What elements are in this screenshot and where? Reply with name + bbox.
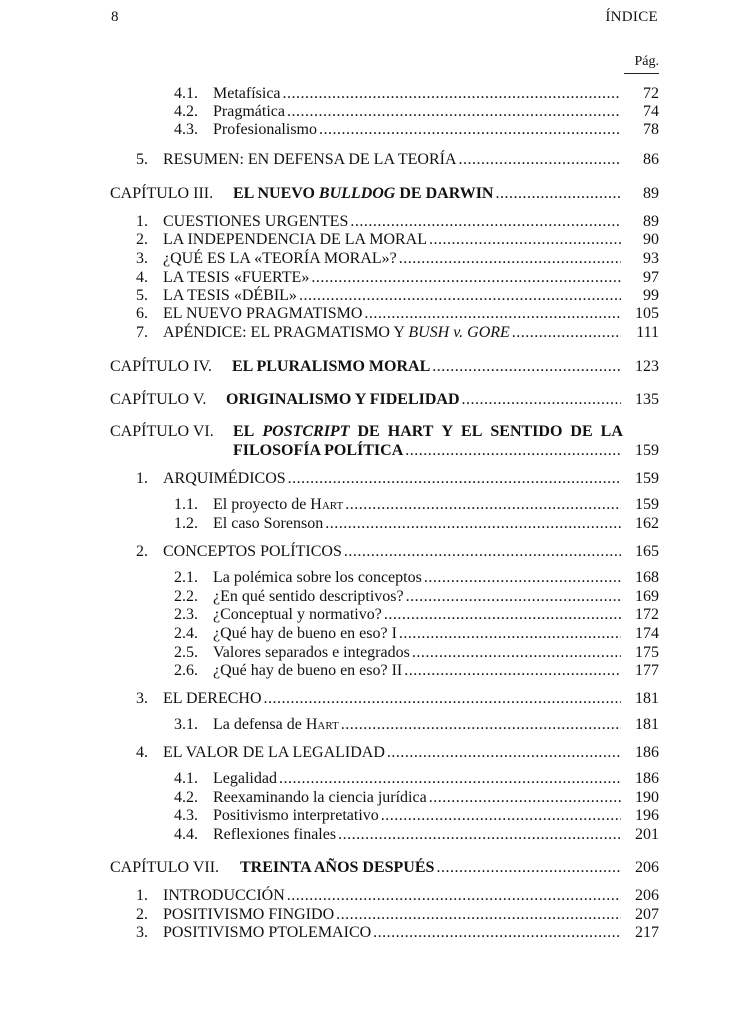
dot-leader <box>404 661 621 681</box>
toc-entry[interactable] <box>0 514 750 534</box>
chapter-title-line-1 <box>233 422 623 442</box>
dot-leader <box>325 514 621 534</box>
entry-title: POSITIVISMO FINGIDO <box>163 906 335 923</box>
entry-title: LA INDEPENDENCIA DE LA MORAL <box>163 231 427 248</box>
title-word: EL <box>461 423 483 440</box>
entry-page: 89 <box>643 213 659 230</box>
entry-page: 201 <box>635 826 659 843</box>
entry-page: 86 <box>643 151 659 168</box>
dot-leader <box>436 858 621 878</box>
toc-entry[interactable] <box>0 825 750 845</box>
toc-entry[interactable] <box>0 661 750 681</box>
chapter-page: 135 <box>635 391 659 408</box>
toc-entry[interactable] <box>0 769 750 789</box>
toc-entry[interactable] <box>0 268 750 288</box>
entry-title <box>213 495 343 515</box>
entry-title-part: La defensa de <box>213 716 306 733</box>
entry-number: 2.4. <box>174 625 198 642</box>
chapter-page: 123 <box>635 358 659 375</box>
dot-leader <box>429 230 621 250</box>
entry-page: 105 <box>635 305 659 322</box>
entry-title-smallcaps: Hart <box>305 716 339 733</box>
chapter-entry[interactable] <box>0 390 750 410</box>
dot-leader <box>424 568 621 588</box>
dot-leader <box>462 390 621 410</box>
dot-leader <box>311 268 621 288</box>
entry-page: 159 <box>635 496 659 513</box>
toc-entry[interactable] <box>0 542 750 562</box>
chapter-title-line-2: FILOSOFÍA POLÍTICA <box>233 442 404 459</box>
entry-number: 3. <box>136 690 148 707</box>
toc-entry[interactable] <box>0 689 750 709</box>
chapter-entry[interactable] <box>0 184 750 204</box>
dot-leader <box>341 715 621 735</box>
dot-leader <box>406 587 621 607</box>
entry-page: 181 <box>635 716 659 733</box>
entry-page: 162 <box>635 515 659 532</box>
entry-number: 2. <box>136 543 148 560</box>
dot-leader <box>264 689 621 709</box>
entry-number: 2. <box>136 906 148 923</box>
entry-number: 5. <box>136 287 148 304</box>
title-word: DE <box>357 423 380 440</box>
entry-title: INTRODUCCIÓN <box>163 887 285 904</box>
entry-number: 3.1. <box>174 716 198 733</box>
dot-leader <box>287 886 621 906</box>
entry-page: 99 <box>643 287 659 304</box>
chapter-entry[interactable] <box>0 357 750 377</box>
entry-page: 175 <box>635 644 659 661</box>
entry-number: 2. <box>136 231 148 248</box>
toc-entry[interactable] <box>0 120 750 140</box>
entry-page: 111 <box>636 324 659 341</box>
dot-leader <box>432 357 621 377</box>
entry-page: 174 <box>635 625 659 642</box>
toc-entry[interactable] <box>0 605 750 625</box>
entry-number: 1. <box>136 470 148 487</box>
entry-title: Profesionalismo <box>213 121 317 138</box>
title-word: HART <box>387 423 434 440</box>
entry-title: ARQUIMÉDICOS <box>163 470 286 487</box>
entry-title: ¿QUÉ ES LA «TEORÍA MORAL»? <box>163 250 397 267</box>
dot-leader <box>405 441 621 461</box>
chapter-page: 206 <box>635 859 659 876</box>
entry-title: LA TESIS «FUERTE» <box>163 269 310 286</box>
chapter-entry[interactable] <box>0 858 750 878</box>
chapter-title-italic: BULLDOG <box>318 185 396 202</box>
entry-title-italic: BUSH v. GORE <box>408 324 510 341</box>
dot-leader <box>399 249 621 269</box>
entry-page: 169 <box>635 588 659 605</box>
dot-leader <box>345 495 621 515</box>
title-word-italic: POSTCRIPT <box>262 423 350 440</box>
chapter-page: 89 <box>643 185 659 202</box>
entry-page: 177 <box>635 662 659 679</box>
entry-title: La polémica sobre los conceptos <box>213 569 422 586</box>
dot-leader <box>287 102 621 122</box>
entry-page: 206 <box>635 887 659 904</box>
toc-entry[interactable] <box>0 905 750 925</box>
dot-leader <box>283 84 621 104</box>
entry-title: Positivismo interpretativo <box>213 807 379 824</box>
toc-entry[interactable] <box>0 150 750 170</box>
entry-page: 72 <box>643 85 659 102</box>
toc-entry[interactable] <box>0 743 750 763</box>
entry-page: 186 <box>635 770 659 787</box>
entry-title <box>163 323 510 343</box>
dot-leader <box>429 788 621 808</box>
entry-number: 3. <box>136 924 148 941</box>
dot-leader <box>381 806 621 826</box>
entry-number: 1. <box>136 213 148 230</box>
entry-page: 90 <box>643 231 659 248</box>
entry-number: 4.4. <box>174 826 198 843</box>
toc-entry[interactable] <box>0 643 750 663</box>
chapter-number: CAPÍTULO VI. <box>110 423 214 440</box>
entry-title: Pragmática <box>213 103 285 120</box>
toc-entry[interactable] <box>0 304 750 324</box>
toc-entry[interactable] <box>0 286 750 306</box>
entry-number: 7. <box>136 324 148 341</box>
dot-leader <box>319 120 621 140</box>
entry-number: 4.3. <box>174 807 198 824</box>
entry-title: EL VALOR DE LA LEGALIDAD <box>163 744 385 761</box>
title-word: LA <box>600 423 623 440</box>
entry-number: 5. <box>136 151 148 168</box>
entry-title: Metafísica <box>213 85 281 102</box>
entry-page: 217 <box>635 924 659 941</box>
entry-number: 2.6. <box>174 662 198 679</box>
entry-number: 2.5. <box>174 644 198 661</box>
toc-entry[interactable] <box>0 469 750 489</box>
dot-leader <box>373 923 621 943</box>
entry-page: 168 <box>635 569 659 586</box>
entry-title: ¿Qué hay de bueno en eso? II <box>213 662 403 679</box>
entry-title: Reexaminando la ciencia jurídica <box>213 789 427 806</box>
entry-number: 4.3. <box>174 121 198 138</box>
entry-number: 6. <box>136 305 148 322</box>
entry-title: RESUMEN: EN DEFENSA DE LA TEORÍA <box>163 151 457 168</box>
chapter-title: ORIGINALISMO Y FIDELIDAD <box>226 391 460 408</box>
toc-entry[interactable] <box>0 102 750 122</box>
toc-entry[interactable] <box>0 587 750 607</box>
entry-title: El caso Sorenson <box>213 515 324 532</box>
entry-page: 97 <box>643 269 659 286</box>
chapter-number: CAPÍTULO III. <box>110 185 214 202</box>
dot-leader <box>350 212 621 232</box>
entry-page: 78 <box>643 121 659 138</box>
chapter-title <box>233 184 493 204</box>
dot-leader <box>384 605 621 625</box>
dot-leader <box>279 769 621 789</box>
entry-title: CUESTIONES URGENTES <box>163 213 349 230</box>
dot-leader <box>364 304 621 324</box>
page-number: 8 <box>111 9 119 25</box>
dot-leader <box>299 286 621 306</box>
entry-page: 74 <box>643 103 659 120</box>
toc-entry[interactable] <box>0 84 750 104</box>
entry-title: EL DERECHO <box>163 690 262 707</box>
chapter-title-part: DE DARWIN <box>395 185 494 202</box>
entry-title: EL NUEVO PRAGMATISMO <box>163 305 363 322</box>
entry-number: 1.2. <box>174 515 198 532</box>
title-word: Y <box>441 423 453 440</box>
entry-title: ¿Qué hay de bueno en eso? I <box>213 625 397 642</box>
entry-number: 2.1. <box>174 569 198 586</box>
entry-title: POSITIVISMO PTOLEMAICO <box>163 924 372 941</box>
toc-entry[interactable] <box>0 495 750 515</box>
entry-title-part: El proyecto de <box>213 496 311 513</box>
dot-leader <box>495 184 621 204</box>
entry-number: 4.2. <box>174 103 198 120</box>
entry-page: 181 <box>635 690 659 707</box>
chapter-title: EL PLURALISMO MORAL <box>232 358 431 375</box>
entry-page: 186 <box>635 744 659 761</box>
entry-number: 4.1. <box>174 770 198 787</box>
entry-number: 3. <box>136 250 148 267</box>
title-word: DE <box>570 423 593 440</box>
entry-title: Legalidad <box>213 770 277 787</box>
running-head: ÍNDICE <box>605 9 658 25</box>
entry-number: 4. <box>136 269 148 286</box>
chapter-number: CAPÍTULO VII. <box>110 859 220 876</box>
dot-leader <box>338 825 621 845</box>
dot-leader <box>512 323 621 343</box>
toc-entry[interactable] <box>0 323 750 343</box>
entry-page: 93 <box>643 250 659 267</box>
entry-number: 2.2. <box>174 588 198 605</box>
dot-leader <box>459 150 622 170</box>
dot-leader <box>412 643 621 663</box>
entry-page: 207 <box>635 906 659 923</box>
entry-title: CONCEPTOS POLÍTICOS <box>163 543 342 560</box>
entry-page: 190 <box>635 789 659 806</box>
title-word: EL <box>233 423 255 440</box>
toc-entry[interactable] <box>0 624 750 644</box>
entry-title: ¿Conceptual y normativo? <box>213 606 382 623</box>
entry-number: 4.1. <box>174 85 198 102</box>
entry-page: 196 <box>635 807 659 824</box>
toc-entry[interactable] <box>0 806 750 826</box>
toc-entry[interactable] <box>0 923 750 943</box>
toc-entry[interactable] <box>0 568 750 588</box>
title-word: SENTIDO <box>490 423 563 440</box>
toc-entry[interactable] <box>0 212 750 232</box>
dot-leader <box>387 743 621 763</box>
dot-leader <box>344 542 621 562</box>
entry-title: LA TESIS «DÉBIL» <box>163 287 297 304</box>
toc-entry[interactable] <box>0 715 750 735</box>
toc-entry[interactable] <box>0 886 750 906</box>
chapter-title: TREINTA AÑOS DESPUÉS <box>240 859 435 876</box>
entry-title-smallcaps: Hart <box>310 496 344 513</box>
entry-number: 1.1. <box>174 496 198 513</box>
entry-title: ¿En qué sentido descriptivos? <box>213 588 404 605</box>
entry-title: Valores separados e integrados <box>213 644 410 661</box>
entry-number: 2.3. <box>174 606 198 623</box>
entry-number: 4. <box>136 744 148 761</box>
chapter-number: CAPÍTULO V. <box>110 391 207 408</box>
toc-entry[interactable] <box>0 788 750 808</box>
entry-title <box>213 715 339 735</box>
toc-entry[interactable] <box>0 249 750 269</box>
page-column-label: Pág. <box>624 53 659 74</box>
entry-page: 165 <box>635 543 659 560</box>
chapter-number: CAPÍTULO IV. <box>110 358 212 375</box>
entry-number: 4.2. <box>174 789 198 806</box>
entry-number: 1. <box>136 887 148 904</box>
entry-page: 172 <box>635 606 659 623</box>
dot-leader <box>399 624 621 644</box>
chapter-title-part: EL NUEVO <box>233 185 319 202</box>
dot-leader <box>288 469 621 489</box>
chapter-page: 159 <box>635 442 659 459</box>
entry-page: 159 <box>635 470 659 487</box>
toc-entry[interactable] <box>0 230 750 250</box>
entry-title-part: APÉNDICE: EL PRAGMATISMO Y <box>163 324 409 341</box>
entry-title: Reflexiones finales <box>213 826 337 843</box>
dot-leader <box>336 905 621 925</box>
